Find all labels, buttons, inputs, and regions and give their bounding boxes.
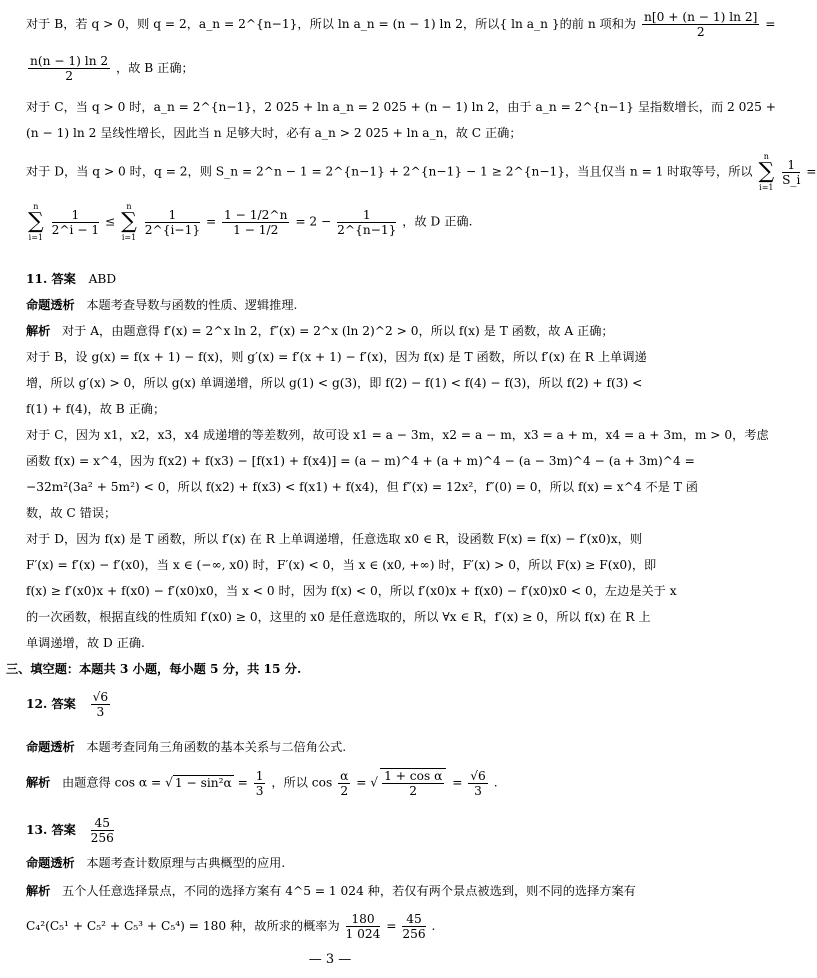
fraction-180-1024	[346, 912, 381, 941]
fraction-denominator: S_i	[782, 172, 801, 187]
line-d-2	[26, 202, 648, 242]
sqrt-radicand: 1 − sin²α	[174, 775, 232, 790]
fraction-denominator: 2^{n−1}	[337, 222, 397, 237]
fraction-denominator: 2	[409, 784, 418, 798]
q13-analysis-2	[26, 912, 648, 941]
tag-analysis: 解析	[26, 775, 51, 790]
q11-line-2: 对于 B，设 g(x) = f(x + 1) − f(x)，则 g′(x) = f′(x + 1) − f′(x)，因为 f(x) 是 T 函数，所以 f′(x) 在 R 上单调递	[26, 350, 647, 364]
fraction-denominator: 3	[96, 705, 105, 719]
fraction-numerator: 1	[52, 208, 100, 223]
text-d-part1: 对于 D，当 q > 0 时，q = 2，则 S_n = 2^n − 1 = 2^{n−1} + 2^{n−1} − 1 ≥ 2^{n−1}，当且仅当 n = 1 时取等号，所以	[26, 164, 753, 179]
equals-sign: =	[806, 164, 817, 179]
q11-line-7: −32m²(3a² + 5m²) < 0，所以 f(x2) + f(x3) < f(x1) + f(x4)，但 f″(x) = 12x²，f″(0) = 0，所以 f(x) = x^4 不是 T 函	[26, 480, 698, 494]
fraction-numerator: α	[340, 768, 349, 783]
fraction-b-result	[28, 54, 110, 83]
fraction-result	[468, 769, 488, 798]
tag-analysis: 解析	[26, 324, 51, 338]
sum-upper: n	[763, 152, 769, 161]
period: .	[493, 775, 498, 790]
fraction-denominator: 256	[90, 831, 114, 845]
q12-analysis	[26, 768, 648, 798]
fraction-numerator: n[0 + (n − 1) ln 2]	[644, 10, 758, 24]
page-number: — 3 —	[308, 952, 352, 967]
q11-purpose-text: 本题考查导数与函数的性质、逻辑推理.	[86, 298, 298, 312]
fraction-one-third	[254, 769, 266, 798]
equals-sign: =	[386, 919, 401, 933]
fraction-denominator: 2^{i−1}	[144, 222, 201, 237]
fraction-b	[145, 208, 200, 237]
equals-sign: =	[356, 775, 371, 790]
equals-sign: =	[765, 17, 776, 31]
q12-purpose	[26, 738, 648, 756]
fraction-numerator: 1	[782, 158, 800, 173]
fraction-denominator: 2^i − 1	[51, 222, 100, 237]
q11-purpose	[26, 296, 648, 314]
fraction-a	[52, 208, 100, 237]
q11-line-3: 增，所以 g′(x) > 0，所以 g(x) 单调递增，所以 g(1) < g(3)，即 f(2) − f(1) < f(4) − f(3)，所以 f(2) + f(3) <	[26, 376, 643, 390]
q13-label: 13. 答案	[26, 823, 76, 837]
q13-answer-fraction	[91, 816, 114, 845]
equals-sign: =	[452, 775, 467, 790]
q11-answer	[26, 270, 648, 288]
line-b-sum	[26, 10, 776, 39]
fraction-denominator: 2	[65, 69, 73, 83]
tag-purpose: 命题透析	[26, 856, 75, 870]
q12-answer	[26, 690, 648, 719]
fraction-1-over-si	[782, 158, 800, 187]
q11-line-1	[26, 322, 648, 340]
fraction-denominator: 3	[255, 783, 264, 798]
q11-label: 11. 答案	[26, 272, 76, 286]
sum-symbol	[28, 202, 44, 242]
line-d-1	[26, 152, 817, 192]
q13-purpose-text: 本题考查计数原理与古典概型的应用.	[86, 856, 286, 870]
fraction-b-sum	[642, 10, 759, 39]
fraction-sqrt	[380, 768, 446, 798]
tag-analysis: 解析	[26, 884, 51, 898]
le-sign: ≤	[105, 214, 116, 229]
q11-line-5: 对于 C，因为 x1，x2，x3，x4 成递增的等差数列，故可设 x1 = a − 3m，x2 = a − m，x3 = a + m，x4 = a + 3m，m > 0，考虑	[26, 428, 769, 442]
q13-analysis-1	[26, 882, 648, 900]
q13-text-b: C₄²(C₅¹ + C₅² + C₅³ + C₅⁴) = 180 种，故所求的概率为	[26, 919, 340, 933]
sqrt-sign: √	[370, 775, 379, 790]
sum-lower: i=1	[121, 233, 137, 242]
fraction-d	[337, 208, 396, 237]
q12-label: 12. 答案	[26, 697, 76, 711]
q11-line-11: f(x) ≥ f′(x0)x + f(x0) − f′(x0)x0，当 x < 0 时，因为 f(x) < 0，所以 f′(x0)x + f(x0) − f′(x0)x0 < 0，左边是关于 x	[26, 584, 677, 598]
q11-line-13: 单调递增，故 D 正确.	[26, 636, 145, 650]
fraction-numerator: 45	[402, 912, 425, 927]
sum-lower: i=1	[28, 233, 44, 242]
q13-purpose	[26, 854, 648, 872]
q13-text-a: 五个人任意选择景点，不同的选择方案有 4^5 = 1 024 种，若仅有两个景点被选到，则不同的选择方案有	[62, 884, 636, 898]
fraction-numerator: 1	[255, 768, 264, 783]
text-d-conclusion: ，故 D 正确.	[402, 214, 473, 229]
sigma-glyph: ∑	[28, 209, 44, 234]
fraction-denominator: 2	[696, 25, 705, 39]
fraction-45-256	[402, 912, 425, 941]
fraction-denominator: 1 − 1/2	[233, 222, 279, 237]
sum-upper: n	[126, 202, 132, 211]
sum-lower: i=1	[759, 183, 774, 192]
fraction-numerator: 45	[91, 816, 114, 831]
sum-upper: n	[33, 202, 39, 211]
fraction-denominator: 256	[402, 927, 426, 941]
q11-line-6: 函数 f(x) = x^4，因为 f(x2) + f(x3) − [f(x1) + f(x4)] = (a − m)^4 + (a + m)^4 − (a − 3m)^4 − (a + 3m)^4 =	[26, 454, 695, 468]
sigma-glyph: ∑	[758, 159, 775, 184]
sum-symbol	[758, 152, 774, 192]
line-b-result	[26, 54, 648, 83]
q11-line-12: 的一次函数，根据直线的性质知 f′(x0) ≥ 0，这里的 x0 是任意选取的，所以 ∀x ∈ R，f′(x) ≥ 0，所以 f(x) 在 R 上	[26, 610, 651, 624]
q11-line-9: 对于 D，因为 f(x) 是 T 函数，所以 f′(x) 在 R 上单调递增，任意选取 x0 ∈ R，设函数 F(x) = f(x) − f′(x0)x，则	[26, 532, 643, 546]
sqrt-sign: √	[165, 775, 173, 790]
fraction-numerator: √6	[92, 690, 109, 704]
fraction-denominator: 1 024	[345, 927, 381, 941]
fraction-numerator: √6	[470, 768, 486, 783]
tag-purpose: 命题透析	[26, 298, 75, 312]
text-b-part1: 对于 B，若 q > 0，则 q = 2，a_n = 2^{n−1}，所以 ln a_n = (n − 1) ln 2，所以{ ln a_n }的前 n 项和为	[26, 17, 637, 31]
section-heading-fill-in: 三、填空题：本题共 3 小题，每小题 5 分，共 15 分.	[6, 662, 302, 676]
q13-answer	[26, 816, 648, 845]
equals-sign: =	[205, 214, 217, 229]
q11-answer-value: ABD	[88, 272, 117, 286]
equals-sign: =	[237, 775, 252, 790]
fraction-numerator: n(n − 1) ln 2	[30, 54, 109, 68]
text-b-conclusion: ，故 B 正确；	[116, 61, 194, 75]
q11-line-10: F′(x) = f′(x) − f′(x0)，当 x ∈ (−∞, x0) 时，F′(x) < 0，当 x ∈ (x0, +∞) 时，F′(x) > 0，所以 F(x) ≥ F(x0)，即	[26, 558, 657, 572]
fraction-denominator: 3	[474, 783, 482, 798]
fraction-numerator: 180	[346, 912, 381, 927]
text-d-rest: = 2 −	[295, 214, 332, 229]
line-c-1: 对于 C，当 q > 0 时，a_n = 2^{n−1}，2 025 + ln a_n = 2 025 + (n − 1) ln 2，由于 a_n = 2^{n−1} 呈指数增长，而 2 025 +	[26, 100, 776, 114]
tag-purpose: 命题透析	[26, 740, 75, 754]
fraction-denominator: 2	[340, 783, 349, 798]
q12-text-c: ，所以 cos	[271, 775, 333, 790]
q12-purpose-text: 本题考查同角三角函数的基本关系与二倍角公式.	[86, 740, 347, 754]
q11-line-4: f(1) + f(4)，故 B 正确；	[26, 402, 166, 416]
sigma-glyph: ∑	[121, 209, 137, 234]
fraction-c	[222, 208, 289, 237]
fraction-numerator: 1 − 1/2^n	[224, 207, 288, 222]
period: .	[431, 919, 436, 933]
fraction-numerator: 1 + cos α	[384, 769, 443, 783]
q11-line-8: 数，故 C 错误；	[26, 506, 117, 520]
q11-text-a: 对于 A，由题意得 f′(x) = 2^x ln 2，f″(x) = 2^x (ln 2)^2 > 0，所以 f(x) 是 T 函数，故 A 正确；	[62, 324, 614, 338]
line-c-2: (n − 1) ln 2 呈线性增长，因此当 n 足够大时，必有 a_n > 2 025 + ln a_n，故 C 正确；	[26, 126, 522, 140]
fraction-numerator: 1	[145, 208, 200, 223]
fraction-alpha-half	[338, 769, 350, 798]
fraction-numerator: 1	[337, 208, 396, 223]
q12-text-a: 由题意得 cos α =	[62, 775, 166, 790]
q12-answer-fraction	[91, 690, 111, 719]
sum-symbol	[121, 202, 137, 242]
